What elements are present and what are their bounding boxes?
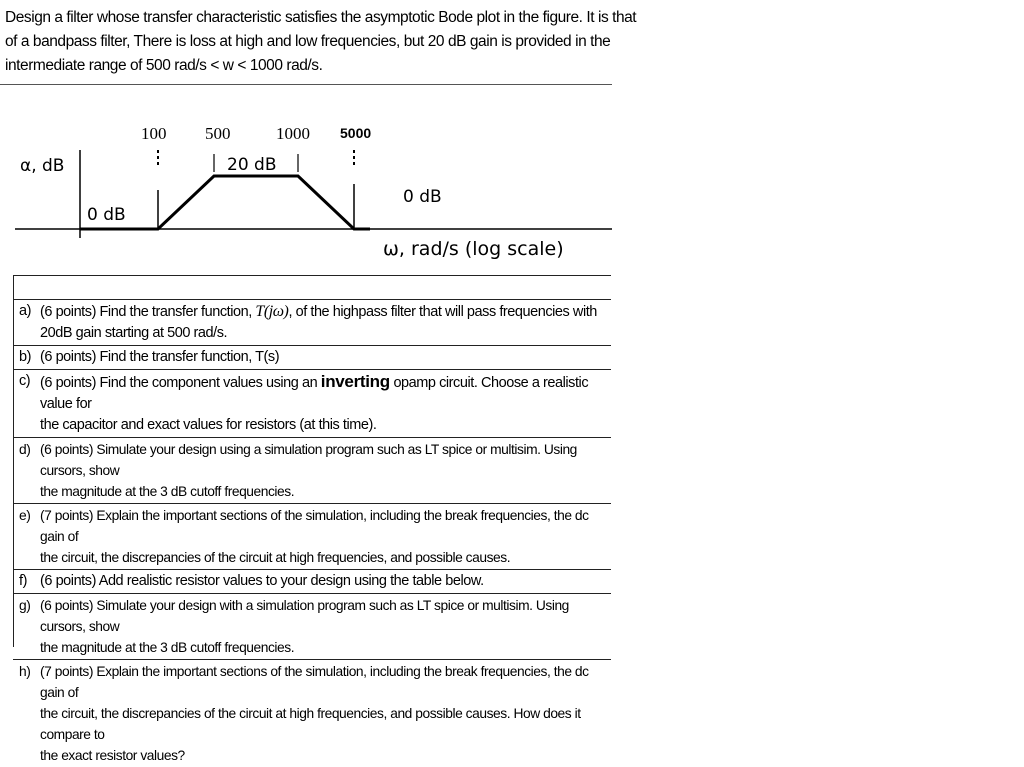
x-axis-label: ω, rad/s (log scale) (383, 238, 564, 260)
question-letter: b) (19, 349, 31, 365)
question-text: (6 points) Add realistic resistor values to your design using the table below. (40, 573, 484, 589)
question-d (13, 438, 611, 504)
question-f (13, 570, 611, 594)
question-text: (6 points) Simulate your design using a simulation program such as LT spice or multisim. Using cursors, show the magnitude at the 3 dB cutoff frequencies. (40, 442, 577, 499)
tick-label-1000: 1000 (276, 124, 310, 143)
question-text: (6 points) Find the transfer function, T(jω), of the highpass filter that will pass frequencies with 20dB gain starting at 500 rad/s. (40, 303, 597, 341)
low-freq-gain-label: 0 dB (87, 205, 126, 225)
question-h (13, 660, 611, 767)
question-letter: e) (19, 508, 31, 523)
question-text: (6 points) Find the transfer function, T(s) (40, 349, 280, 365)
question-a (13, 300, 611, 346)
table-header-row (13, 276, 611, 300)
question-letter: h) (19, 664, 31, 679)
y-axis-label: α, dB (20, 156, 65, 176)
high-freq-gain-label: 0 dB (403, 187, 442, 207)
passband-gain-label: 20 dB (227, 155, 277, 175)
question-e (13, 504, 611, 570)
problem-statement (5, 6, 637, 78)
question-letter: c) (19, 373, 31, 389)
tick-label-100: 100 (141, 124, 167, 143)
question-text: (7 points) Explain the important sections of the simulation, including the break frequencies, the dc gain of the circuit, the discrepancies of the circuit at high frequencies, and possible causes. How does it compare to the exact resistor values? (40, 664, 589, 763)
problem-line-1: Design a filter whose transfer characteristic satisfies the asymptotic Bode plot in the figure. It is that (5, 9, 637, 26)
question-text: (6 points) Find the component values using an inverting opamp circuit. Choose a realistic value for the capacitor and exact values for resistors (at this time). (40, 372, 589, 433)
question-g (13, 594, 611, 660)
questions-table (13, 275, 611, 767)
math-expression: T(jω) (255, 303, 289, 320)
question-letter: f) (19, 573, 27, 589)
section-divider (0, 84, 612, 85)
question-text: (6 points) Simulate your design with a simulation program such as LT spice or multisim. Using cursors, show the magnitude at the 3 dB cutoff frequencies. (40, 598, 569, 655)
problem-line-3: intermediate range of 500 rad/s < w < 1000 rad/s. (5, 57, 323, 74)
question-letter: d) (19, 442, 31, 457)
tick-label-5000: 5000 (340, 125, 372, 141)
question-c (13, 370, 611, 438)
tick-label-500: 500 (205, 124, 231, 143)
problem-line-2: of a bandpass filter, There is loss at high and low frequencies, but 20 dB gain is provided in the (5, 33, 611, 50)
emphasized-word: inverting (320, 372, 390, 391)
question-b (13, 346, 611, 370)
bode-plot-figure (0, 110, 620, 270)
question-letter: a) (19, 303, 31, 319)
question-text: (7 points) Explain the important sections of the simulation, including the break frequencies, the dc gain of the circuit, the discrepancies of the circuit at high frequencies, and possible causes. (40, 508, 589, 565)
question-letter: g) (19, 598, 31, 613)
